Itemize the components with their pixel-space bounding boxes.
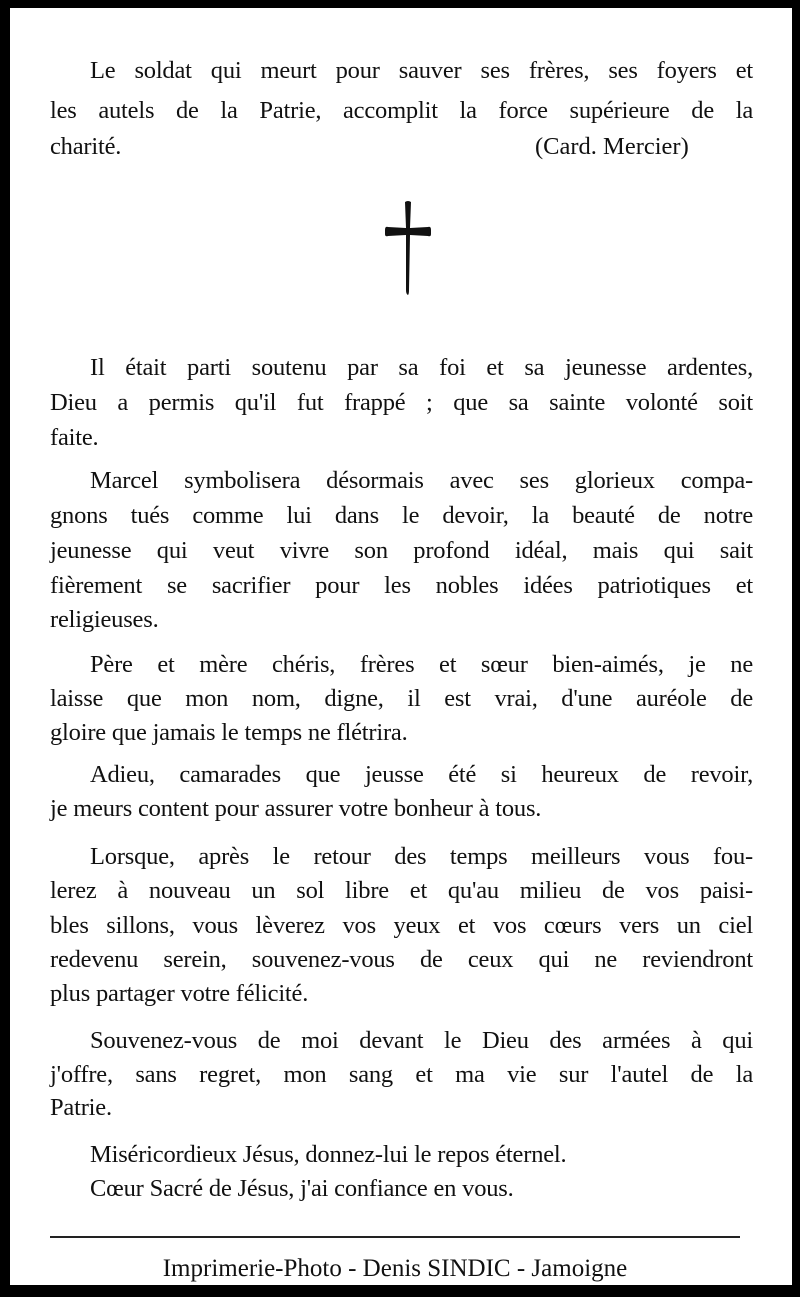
prayer-line: Miséricordieux Jésus, donnez-lui le repos éternel. [90,1141,567,1168]
paragraph-line: faite. [50,424,99,451]
memorial-card [10,8,792,1285]
paragraph-line: jeunesse qui veut vivre son profond idéal, mais qui sait [50,537,753,564]
paragraph-line: Il était parti soutenu par sa foi et sa jeunesse ardentes, [90,354,753,381]
paragraph-line: Adieu, camarades que jeusse été si heureux de revoir, [90,761,753,788]
paragraph-line: Marcel symbolisera désormais avec ses glorieux compa- [90,467,753,494]
paragraph-line: redevenu serein, souvenez-vous de ceux qui ne reviendront [50,946,753,973]
paragraph-line: Patrie. [50,1094,112,1121]
paragraph-line: fièrement se sacrifier pour les nobles idées patriotiques et [50,572,753,599]
paragraph-line: j'offre, sans regret, mon sang et ma vie sur l'autel de la [50,1061,753,1088]
paragraph-line: je meurs content pour assurer votre bonheur à tous. [50,795,542,822]
paragraph-line: plus partager votre félicité. [50,980,309,1007]
epigraph-line: charité. [50,133,122,160]
paragraph-line: religieuses. [50,606,159,633]
paragraph-line: gnons tués comme lui dans le devoir, la beauté de notre [50,502,753,529]
paragraph-line: Père et mère chéris, frères et sœur bien-aimés, je ne [90,651,753,678]
prayer-line: Cœur Sacré de Jésus, j'ai confiance en vous. [90,1175,514,1202]
printer-footer: Imprimerie-Photo - Denis SINDIC - Jamoigne [162,1255,628,1282]
epigraph-line: les autels de la Patrie, accomplit la force supérieure de la [50,97,753,124]
paragraph-line: laisse que mon nom, digne, il est vrai, d'une auréole de [50,685,753,712]
cross-icon [378,198,438,298]
paragraph-line: bles sillons, vous lèverez vos yeux et vos cœurs vers un ciel [50,912,753,939]
divider-rule [50,1236,740,1238]
paragraph-line: gloire que jamais le temps ne flétrira. [50,719,408,746]
epigraph-line: Le soldat qui meurt pour sauver ses frères, ses foyers et [90,57,753,84]
epigraph-attribution: (Card. Mercier) [535,133,689,160]
paragraph-line: Souvenez-vous de moi devant le Dieu des armées à qui [90,1027,753,1054]
paragraph-line: lerez à nouveau un sol libre et qu'au milieu de vos paisi- [50,877,753,904]
paragraph-line: Lorsque, après le retour des temps meilleurs vous fou- [90,843,753,870]
paragraph-line: Dieu a permis qu'il fut frappé ; que sa sainte volonté soit [50,389,753,416]
